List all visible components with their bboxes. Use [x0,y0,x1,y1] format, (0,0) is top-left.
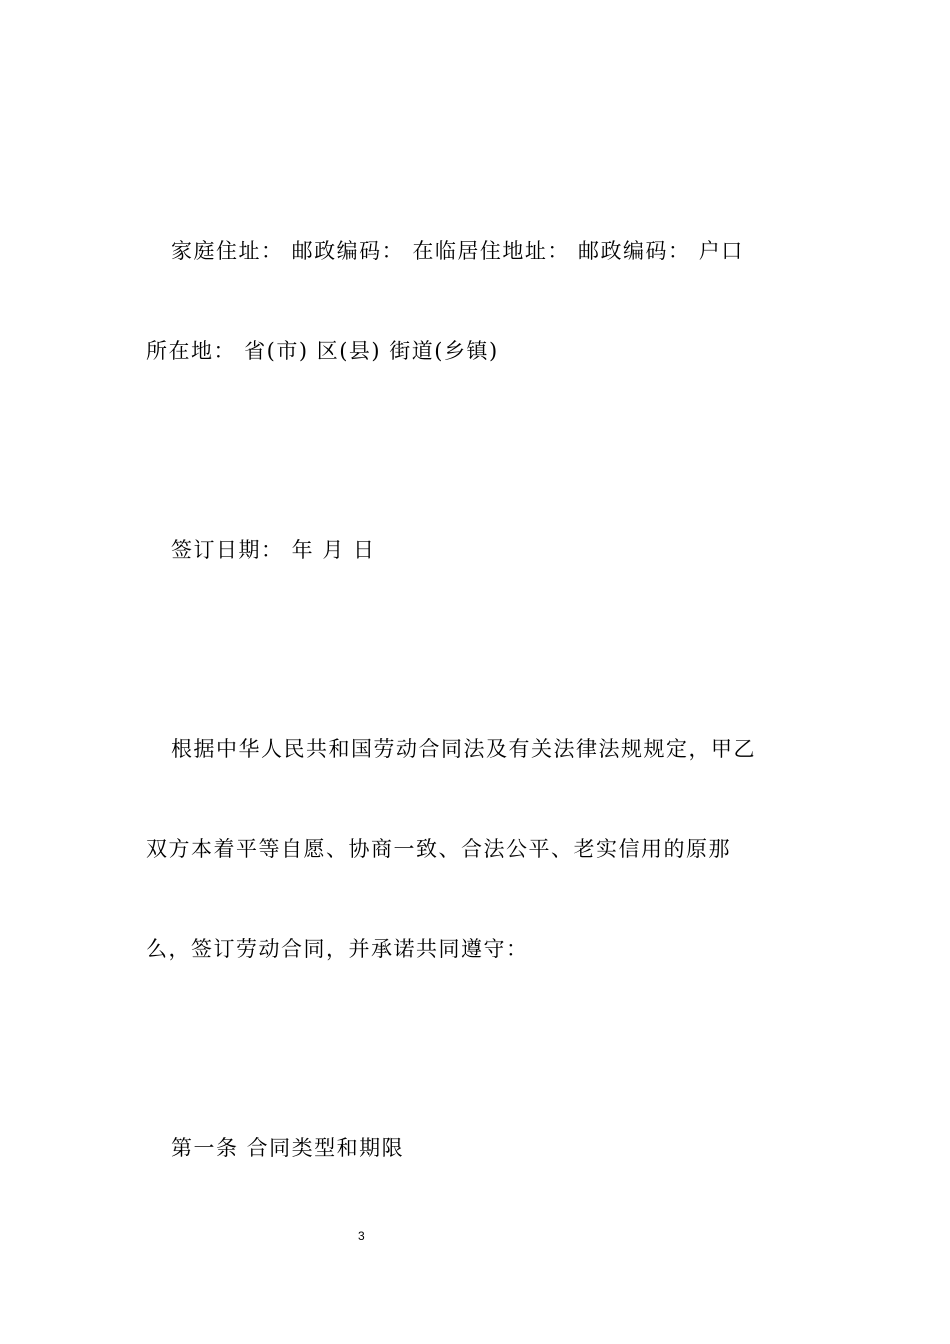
page-number: 3 [358,1229,365,1243]
address-line: 家庭住址： 邮政编码： 在临居住地址： 邮政编码： 户口 [171,239,744,263]
paragraph-line-3: 么，签订劳动合同，并承诺共同遵守： [146,937,529,961]
paragraph-line-1: 根据中华人民共和国劳动合同法及有关法律法规规定，甲乙 [171,737,756,761]
paragraph-line-2: 双方本着平等自愿、协商一致、合法公平、老实信用的原那 [146,837,731,861]
article-one-heading: 第一条 合同类型和期限 [171,1136,405,1160]
residence-line: 所在地： 省(市) 区(县) 街道(乡镇) [146,339,499,363]
signing-date-line: 签订日期： 年 月 日 [171,538,376,562]
